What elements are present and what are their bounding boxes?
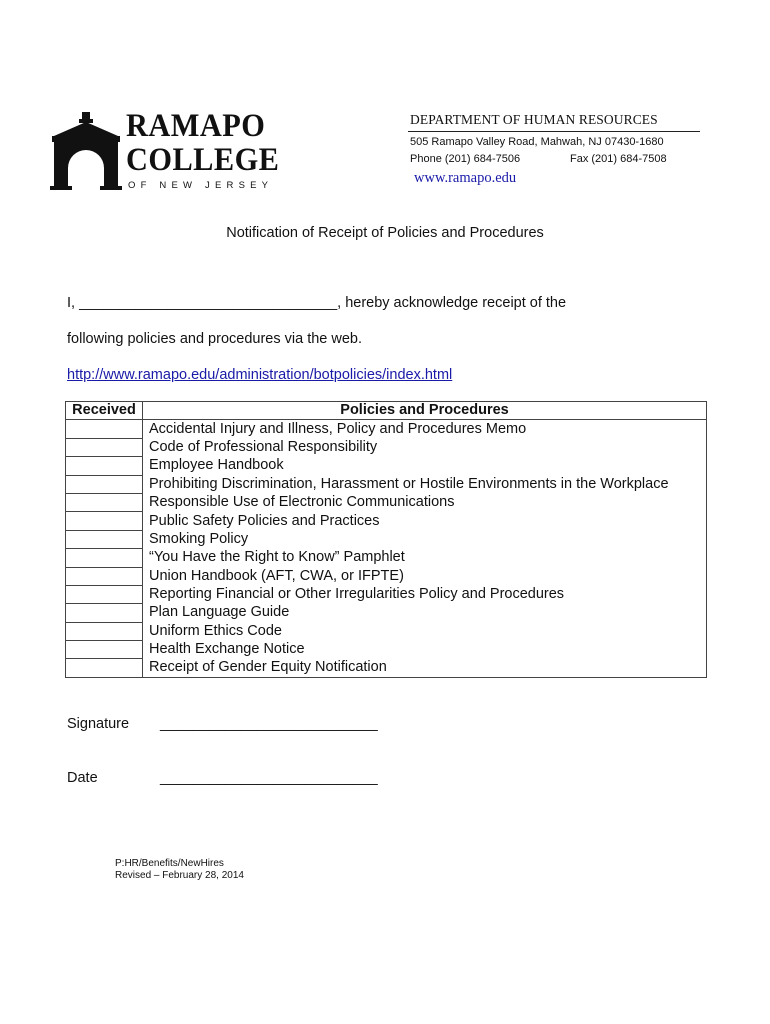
logo-ramapo-text: RAMAPO [126,108,266,144]
received-column-header: Received [66,402,143,420]
received-checkbox-cell[interactable] [66,604,143,622]
policy-name: Reporting Financial or Other Irregularities Policy and Procedures [143,585,707,603]
table-row [66,585,707,603]
website-link[interactable]: www.ramapo.edu [414,170,517,186]
table-row [66,493,707,511]
policy-name: Receipt of Gender Equity Notification [143,659,707,677]
received-checkbox-cell[interactable] [66,659,143,677]
table-row [66,420,707,438]
policy-name: Employee Handbook [143,457,707,475]
policy-name: Prohibiting Discrimination, Harassment or Hostile Environments in the Workplace [143,475,707,493]
received-checkbox-cell[interactable] [66,493,143,511]
policy-name: Union Handbook (AFT, CWA, or IFPTE) [143,567,707,585]
footer-revised-date: Revised – February 28, 2014 [115,870,244,881]
policy-name: Responsible Use of Electronic Communications [143,493,707,511]
policy-name: Health Exchange Notice [143,641,707,659]
received-checkbox-cell[interactable] [66,549,143,567]
department-fax: Fax (201) 684-7508 [570,153,667,165]
college-logo [50,108,280,190]
table-row [66,622,707,640]
logo-subtitle-text: OF NEW JERSEY [128,180,274,191]
logo-college-text: COLLEGE [126,142,280,178]
table-row [66,530,707,548]
signature-label: Signature [67,716,130,732]
table-row [66,512,707,530]
received-checkbox-cell[interactable] [66,457,143,475]
table-row [66,641,707,659]
table-row [66,659,707,677]
table-row [66,438,707,456]
date-label: Date [67,770,98,786]
received-checkbox-cell[interactable] [66,530,143,548]
received-checkbox-cell[interactable] [66,475,143,493]
signature-field[interactable]: ___________________________ [160,716,378,732]
table-row [66,604,707,622]
received-checkbox-cell[interactable] [66,567,143,585]
department-phone: Phone (201) 684-7506 [410,153,521,165]
received-checkbox-cell[interactable] [66,438,143,456]
policy-name: Accidental Injury and Illness, Policy and Procedures Memo [143,420,707,438]
policies-table [65,401,707,678]
table-row [66,475,707,493]
table-row [66,567,707,585]
received-checkbox-cell[interactable] [66,641,143,659]
archway-icon [50,112,122,190]
received-checkbox-cell[interactable] [66,585,143,603]
table-header-row [66,402,707,420]
table-row [66,457,707,475]
policy-name: Uniform Ethics Code [143,622,707,640]
document-title: Notification of Receipt of Policies and Procedures [226,225,544,241]
header-divider [408,131,700,132]
policies-url-link[interactable]: http://www.ramapo.edu/administration/botpolicies/index.html [67,367,453,383]
policies-column-header: Policies and Procedures [143,402,707,420]
received-checkbox-cell[interactable] [66,420,143,438]
policy-name: Smoking Policy [143,530,707,548]
department-name: DEPARTMENT OF HUMAN RESOURCES [410,112,658,127]
policy-name: “You Have the Right to Know” Pamphlet [143,549,707,567]
footer-file-path: P:HR/Benefits/NewHires [115,858,224,869]
department-address: 505 Ramapo Valley Road, Mahwah, NJ 07430-1680 [410,136,664,148]
date-field[interactable]: ___________________________ [160,770,378,786]
received-checkbox-cell[interactable] [66,622,143,640]
acknowledge-statement: I, ________________________________, hereby acknowledge receipt of the [67,295,567,311]
policy-name: Plan Language Guide [143,604,707,622]
following-statement: following policies and procedures via the web. [67,331,363,347]
policy-name: Public Safety Policies and Practices [143,512,707,530]
received-checkbox-cell[interactable] [66,512,143,530]
policy-name: Code of Professional Responsibility [143,438,707,456]
table-row [66,549,707,567]
